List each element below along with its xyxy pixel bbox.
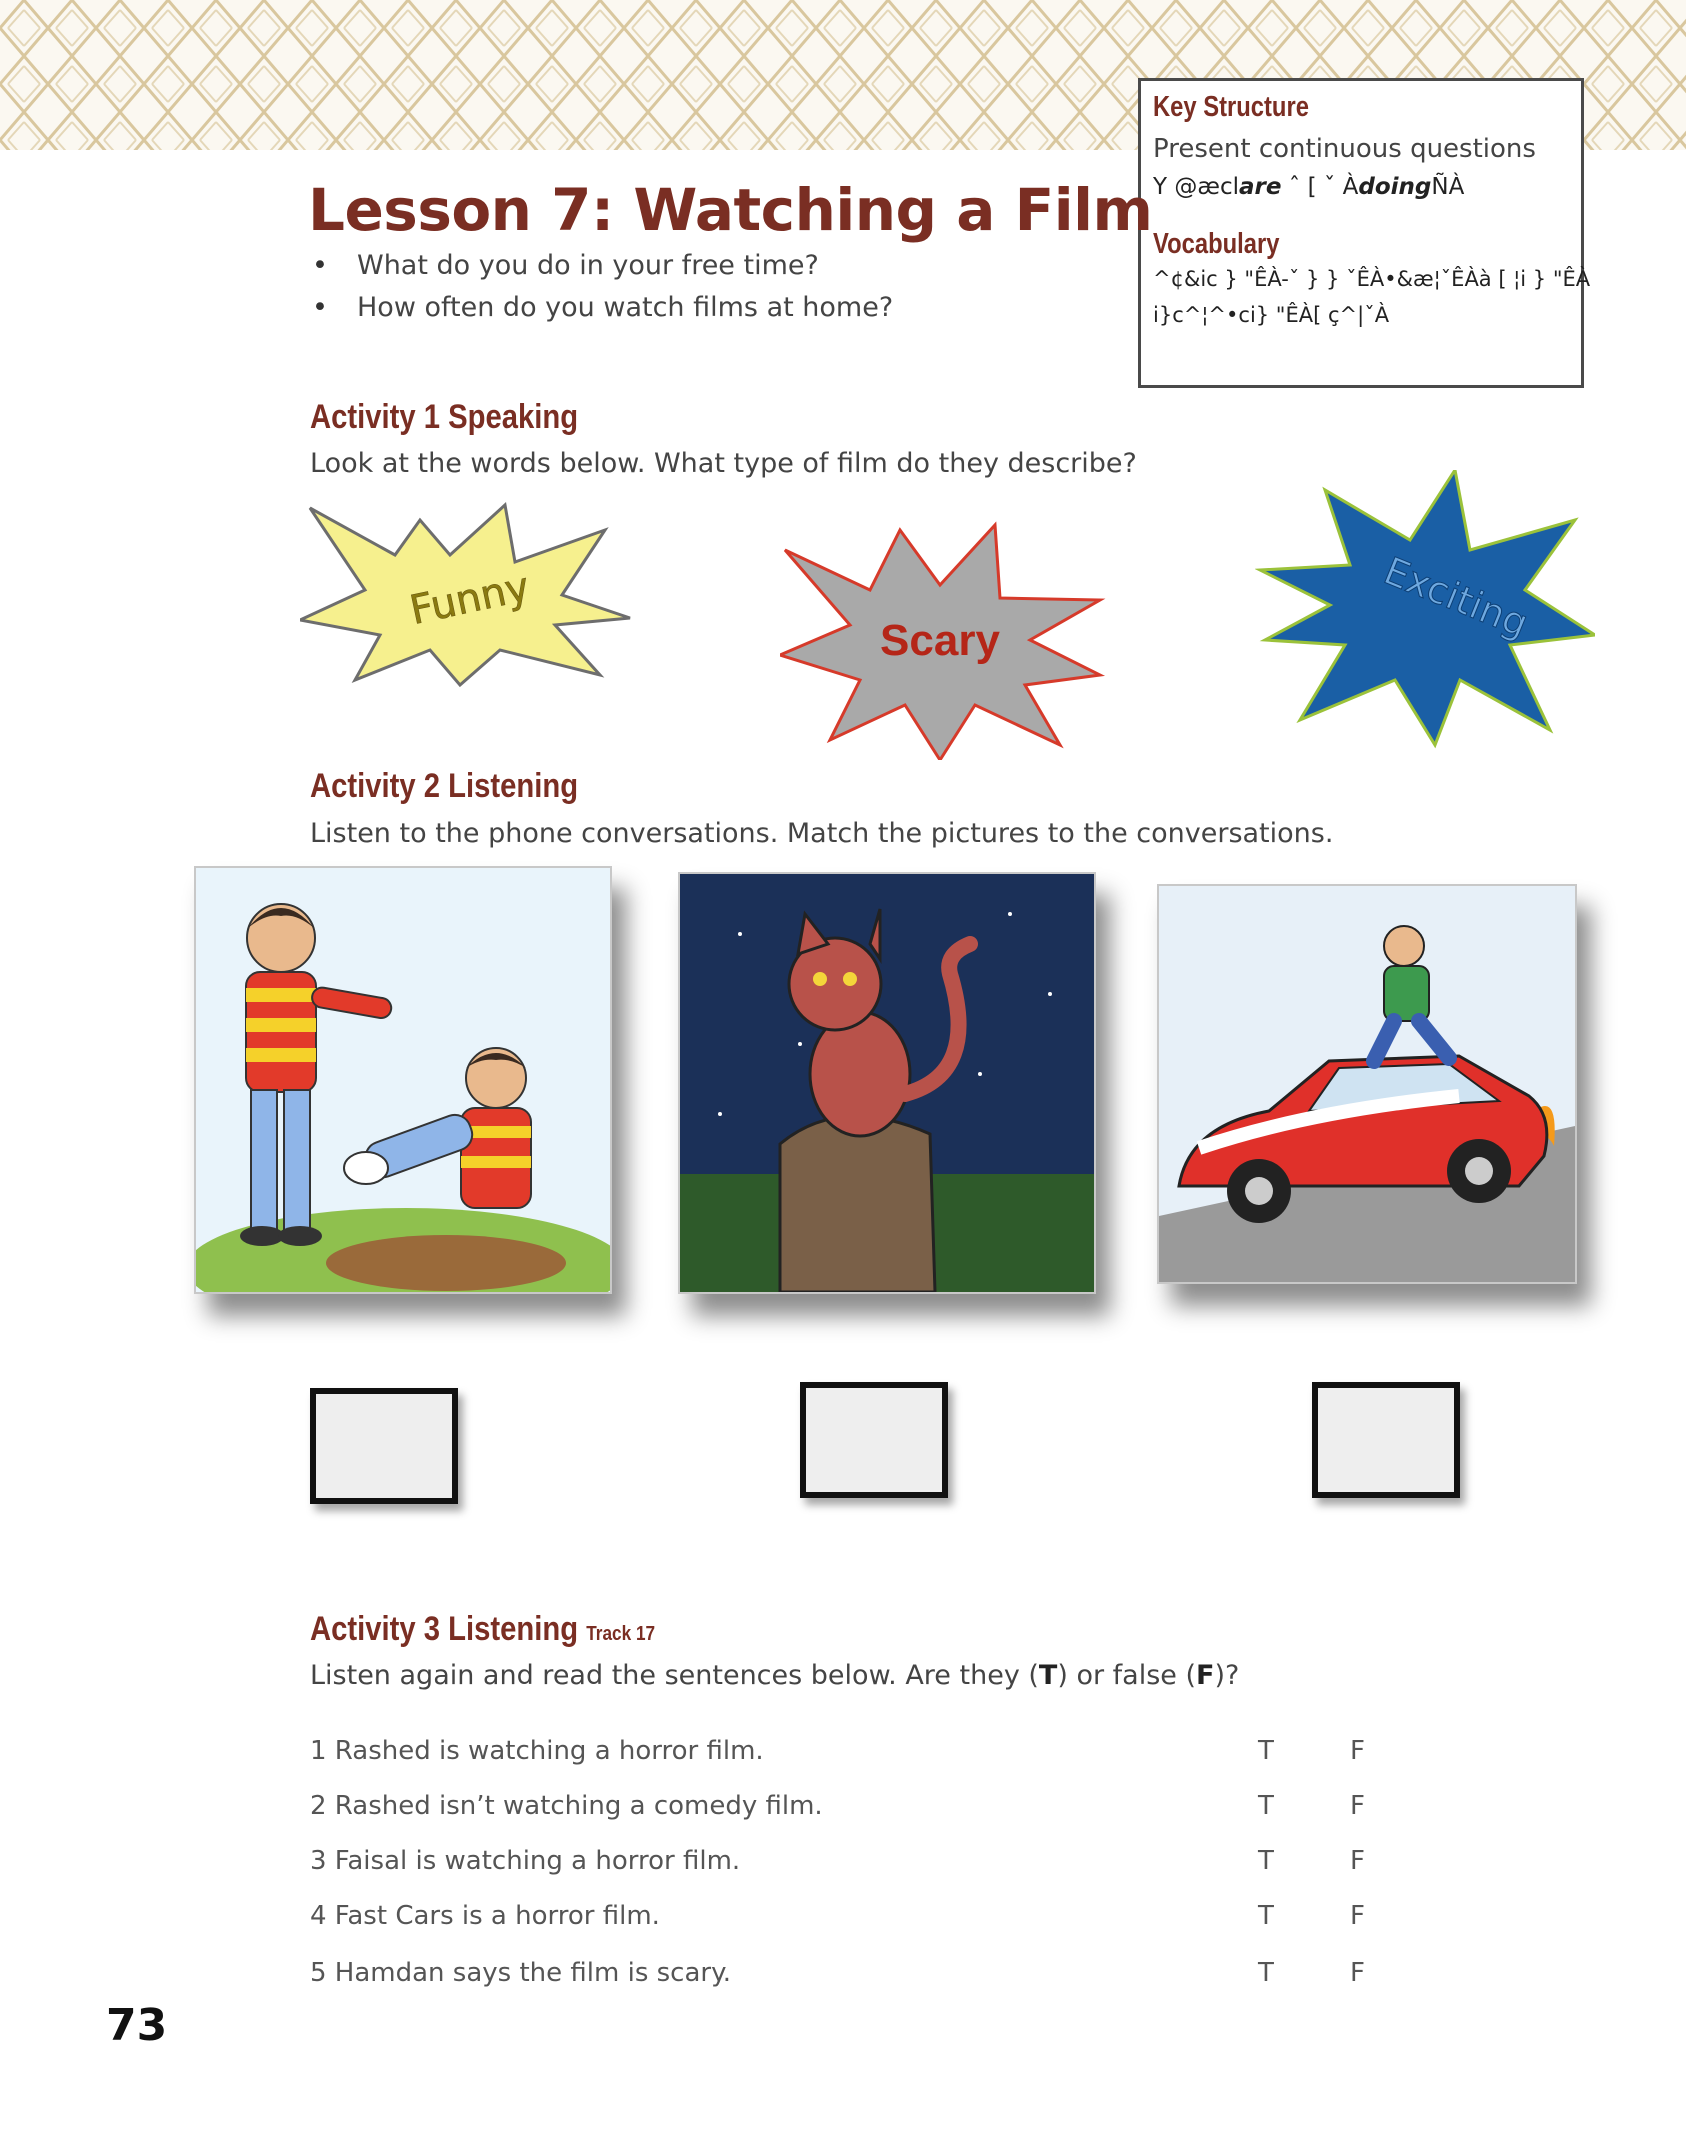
picture-car [1157, 884, 1577, 1284]
scary-word: Scary [880, 616, 1000, 665]
funny-word: Funny [406, 563, 534, 635]
tf-false-option[interactable]: F [1350, 1846, 1365, 1876]
page-title: Lesson 7: Watching a Film [308, 176, 1153, 244]
tf-true-option[interactable]: T [1258, 1846, 1274, 1876]
picture-boys-mud [194, 866, 612, 1294]
picture-cat-gravestone [678, 872, 1096, 1294]
instr-true: T [1038, 1660, 1058, 1691]
vocabulary-heading: Vocabulary [1153, 228, 1280, 260]
tf-true-option[interactable]: T [1258, 1958, 1274, 1988]
car-illustration [1159, 886, 1575, 1282]
answer-box-3[interactable] [1312, 1382, 1460, 1498]
activity1-instruction: Look at the words below. What type of film do they describe? [310, 448, 1137, 479]
tf-false-option[interactable]: F [1350, 1901, 1365, 1931]
vocabulary-line1: ^¢&ic } "ÊÀ-ˇ } } ˇÊÀ•&æ¦ˇÊÀà [ ¦i } "ÊÀ [1153, 267, 1591, 291]
activity3-heading [310, 1610, 655, 1649]
key-structure-line1: Present continuous questions [1153, 134, 1536, 164]
key-structure-heading: Key Structure [1153, 91, 1309, 123]
activity3-heading-text: Activity 3 Listening [310, 1610, 579, 1648]
activity3-instruction [310, 1660, 1239, 1691]
tf-false-option[interactable]: F [1350, 1736, 1365, 1766]
instr-false: F [1196, 1660, 1215, 1691]
boys-mud-illustration [196, 868, 610, 1292]
ks-text: Y @æcl [1153, 174, 1239, 200]
tf-false-option[interactable]: F [1350, 1958, 1365, 1988]
bullet-item: • How often do you watch films at home? [312, 292, 894, 323]
exciting-starburst [1255, 470, 1595, 750]
activity3-track: Track 17 [586, 1623, 656, 1645]
key-structure-box [1138, 78, 1591, 388]
ks-text-suffix: ÑÀ [1431, 174, 1465, 200]
bullet-text: What do you do in your free time? [357, 250, 819, 281]
bullet-item: • What do you do in your free time? [312, 250, 819, 281]
tf-sentence: 4 Fast Cars is a horror film. [310, 1901, 660, 1931]
instr-part: Listen again and read the sentences below. Are they ( [310, 1660, 1039, 1691]
activity2-heading: Activity 2 Listening [310, 767, 579, 805]
tf-item-5 [310, 1958, 1410, 1998]
instr-part: ) or false ( [1057, 1660, 1197, 1691]
key-structure-line2 [1153, 168, 1569, 206]
instr-part: )? [1214, 1660, 1240, 1691]
bullet-text: How often do you watch films at home? [357, 292, 894, 323]
ks-bold-doing: doing [1358, 174, 1432, 200]
activity1-heading: Activity 1 Speaking [310, 398, 579, 436]
tf-item-1 [310, 1736, 1410, 1776]
tf-true-option[interactable]: T [1258, 1791, 1274, 1821]
tf-true-option[interactable]: T [1258, 1736, 1274, 1766]
answer-box-1[interactable] [310, 1388, 458, 1504]
cat-illustration [680, 874, 1094, 1292]
tf-item-2 [310, 1791, 1410, 1831]
tf-sentence: 5 Hamdan says the film is scary. [310, 1958, 732, 1988]
page-number: 73 [106, 2000, 168, 2051]
activity2-instruction: Listen to the phone conversations. Match the pictures to the conversations. [310, 818, 1334, 849]
tf-item-4 [310, 1901, 1410, 1941]
tf-false-option[interactable]: F [1350, 1791, 1365, 1821]
ks-text-mid: ˆ [ ˇ À [1281, 174, 1359, 200]
ks-bold-are: are [1238, 174, 1282, 200]
exciting-word: Exciting [1377, 548, 1535, 646]
tf-item-3 [310, 1846, 1410, 1886]
scary-starburst [780, 520, 1110, 760]
intro-bullets [312, 250, 893, 334]
tf-true-option[interactable]: T [1258, 1901, 1274, 1931]
tf-sentence: 2 Rashed isn’t watching a comedy film. [310, 1791, 823, 1821]
vocabulary-line2: i}c^¦^•ci} "ÊÀ[ ç^|ˇÀ [1153, 303, 1390, 327]
tf-sentence: 3 Faisal is watching a horror film. [310, 1846, 741, 1876]
funny-starburst [300, 500, 640, 690]
tf-sentence: 1 Rashed is watching a horror film. [310, 1736, 764, 1766]
answer-box-2[interactable] [800, 1382, 948, 1498]
